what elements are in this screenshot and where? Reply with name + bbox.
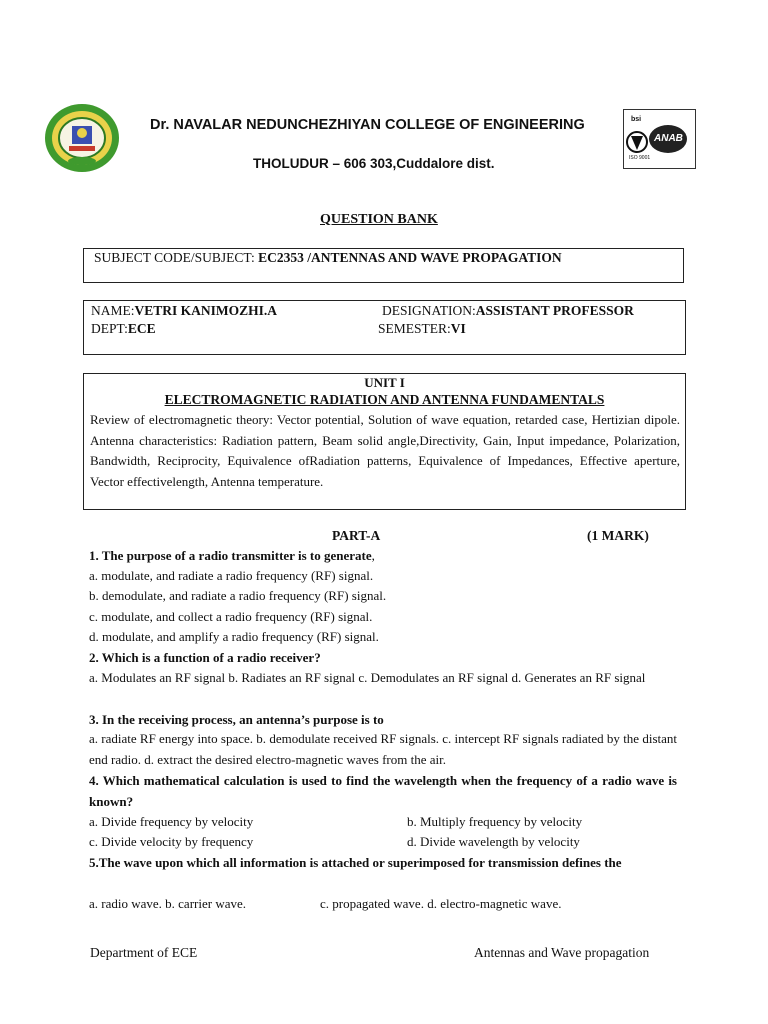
question-1 — [89, 547, 375, 565]
question-4-option-b: b. Multiply frequency by velocity — [407, 814, 583, 829]
question-1-option-c: c. modulate, and collect a radio frequency (RF) signal. — [89, 609, 373, 624]
designation-value: ASSISTANT PROFESSOR — [475, 303, 634, 318]
subject-label — [94, 250, 562, 266]
question-1-text: 1. The purpose of a radio transmitter is to generate — [89, 548, 372, 563]
question-1-option-a: a. modulate, and radiate a radio frequency (RF) signal. — [89, 568, 374, 583]
semester-label: SEMESTER: — [378, 321, 451, 336]
part-label: PART-A — [332, 528, 381, 543]
certification-badge — [623, 109, 696, 169]
dept-label: DEPT: — [91, 321, 128, 336]
part-marks: (1 MARK) — [587, 528, 649, 543]
unit-title: ELECTROMAGNETIC RADIATION AND ANTENNA FUNDAMENTALS — [164, 392, 605, 407]
unit-syllabus: Review of electromagnetic theory: Vector potential, Solution of wave equation, retarded case, Hertizian dipole. Antenna characteristics: Radiation pattern, Beam solid angle,Directivity, Gain, Input impedance, Polarization, Bandwidth, Reciprocity, Equivalence ofRadiation patterns, Equivalence of Impedances, Effective aperture, Vector effectivelength, Antenna temperature. — [90, 412, 680, 489]
cert-anab-text: ANAB — [654, 133, 683, 144]
question-3-text: 3. In the receiving process, an antenna’s purpose is to — [89, 712, 384, 727]
question-1-suffix: , — [371, 548, 375, 563]
college-address: THOLUDUR – 606 303,Cuddalore dist. — [253, 156, 495, 171]
college-logo — [44, 103, 120, 173]
question-4-text: 4. Which mathematical calculation is used to find the wavelength when the frequency of a radio wave is known? — [89, 773, 677, 809]
subject-value: EC2353 /ANTENNAS AND WAVE PROPAGATION — [258, 250, 562, 265]
staff-semester — [378, 321, 466, 337]
page-title: QUESTION BANK — [320, 212, 438, 227]
college-seal-icon — [44, 103, 120, 173]
footer-department: Department of ECE — [90, 945, 198, 960]
question-5-options-ab: a. radio wave. b. carrier wave. — [89, 896, 246, 911]
cert-bsi-text: bsi — [631, 116, 642, 123]
name-value: VETRI KANIMOZHI.A — [134, 303, 278, 318]
cert-iso-text: ISO 9001 — [629, 155, 651, 161]
question-5-options-cd: c. propagated wave. d. electro-magnetic wave. — [320, 896, 562, 911]
unit-number: UNIT I — [364, 375, 405, 390]
college-name: Dr. NAVALAR NEDUNCHEZHIYAN COLLEGE OF ENGINEERING — [150, 117, 585, 133]
footer-subject: Antennas and Wave propagation — [474, 945, 650, 960]
unit-box — [83, 373, 686, 510]
question-1-option-d: d. modulate, and amplify a radio frequency (RF) signal. — [89, 629, 379, 644]
question-1-option-b: b. demodulate, and radiate a radio frequency (RF) signal. — [89, 588, 387, 603]
semester-value: VI — [450, 321, 466, 336]
staff-designation — [382, 303, 634, 319]
dept-value: ECE — [127, 321, 156, 336]
question-2-options: a. Modulates an RF signal b. Radiates an RF signal c. Demodulates an RF signal d. Generates an RF signal — [89, 670, 646, 685]
designation-label: DESIGNATION: — [382, 303, 476, 318]
subject-label-text: SUBJECT CODE/SUBJECT: — [94, 250, 259, 265]
question-4-option-a: a. Divide frequency by velocity — [89, 814, 254, 829]
staff-dept — [91, 321, 156, 337]
question-2-text: 2. Which is a function of a radio receiver? — [89, 650, 321, 665]
question-4-option-c: c. Divide velocity by frequency — [89, 834, 254, 849]
question-3-options: a. radiate RF energy into space. b. demodulate received RF signals. c. intercept RF signals radiated by the distant end radio. d. extract the desired electro-magnetic waves from the air. — [89, 731, 677, 767]
question-4-option-d: d. Divide wavelength by velocity — [407, 834, 580, 849]
name-label: NAME: — [91, 303, 135, 318]
question-5-text: 5.The wave upon which all information is attached or superimposed for transmission defines the — [89, 855, 622, 870]
staff-name — [91, 303, 277, 319]
staff-box — [83, 300, 686, 355]
subject-box — [83, 248, 684, 283]
